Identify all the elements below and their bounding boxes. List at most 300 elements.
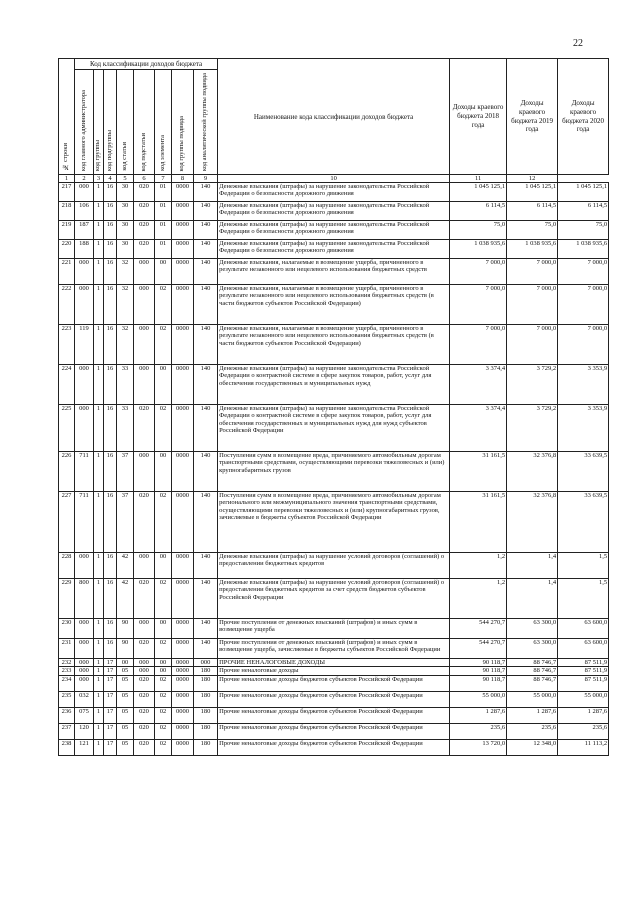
analytic-group-code: 180	[194, 667, 218, 675]
admin-code: 121	[75, 739, 94, 755]
subgroup-code: 16	[104, 183, 117, 202]
income-name: Поступления сумм в возмещение вреда, причиняемого автомобильным дорогам регионального или межмуниципального значения транспортными средствами, осуществляющими перевозки тяжеловесных и (или) крупногабаритных грузов, зачисляемые в бюджеты субъектов Российской Федерации	[218, 492, 450, 553]
income-2018: 31 161,5	[450, 452, 507, 492]
subarticle-code: 000	[134, 452, 155, 492]
subtype-group-code: 0000	[172, 707, 194, 723]
row-number: 224	[59, 365, 75, 405]
subarticle-code: 020	[134, 579, 155, 619]
group-code: 1	[94, 691, 104, 707]
admin-code: 000	[75, 675, 94, 691]
income-2020: 1,5	[558, 553, 609, 579]
income-2019: 1 045 125,1	[507, 183, 558, 202]
table-row	[59, 202, 609, 221]
element-code: 02	[155, 707, 172, 723]
income-2020: 3 353,9	[558, 365, 609, 405]
row-number: 226	[59, 452, 75, 492]
income-2018: 1 038 935,6	[450, 240, 507, 259]
row-number: 223	[59, 325, 75, 365]
income-2019: 32 376,8	[507, 492, 558, 553]
group-code: 1	[94, 579, 104, 619]
income-2019: 88 746,7	[507, 659, 558, 667]
group-code: 1	[94, 452, 104, 492]
group-code: 1	[94, 325, 104, 365]
header-row-number: № строки	[59, 59, 75, 175]
subgroup-code: 16	[104, 619, 117, 639]
analytic-group-code: 180	[194, 723, 218, 739]
admin-code: 000	[75, 639, 94, 659]
income-name: Прочие неналоговые доходы бюджетов субъектов Российской Федерации	[218, 707, 450, 723]
header-subarticle-code: код подстатьи	[134, 70, 155, 175]
table-row	[59, 240, 609, 259]
analytic-group-code: 140	[194, 259, 218, 285]
element-code: 02	[155, 579, 172, 619]
group-code: 1	[94, 553, 104, 579]
group-code: 1	[94, 259, 104, 285]
subarticle-code: 020	[134, 691, 155, 707]
subarticle-code: 000	[134, 259, 155, 285]
subtype-group-code: 0000	[172, 492, 194, 553]
table-row	[59, 639, 609, 659]
income-name: Прочие поступления от денежных взысканий (штрафов) и иных сумм в возмещение ущерба, зачисляемые в бюджеты субъектов Российской Федерации	[218, 639, 450, 659]
row-number: 231	[59, 639, 75, 659]
income-2019: 3 729,2	[507, 405, 558, 452]
income-2018: 13 720,0	[450, 739, 507, 755]
income-name: Прочие неналоговые доходы бюджетов субъектов Российской Федерации	[218, 723, 450, 739]
column-number: 8	[172, 175, 194, 183]
subtype-group-code: 0000	[172, 619, 194, 639]
element-code: 02	[155, 739, 172, 755]
subarticle-code: 000	[134, 285, 155, 325]
income-2018: 544 270,7	[450, 639, 507, 659]
income-2019: 32 376,8	[507, 452, 558, 492]
income-2019: 3 729,2	[507, 365, 558, 405]
subgroup-code: 17	[104, 667, 117, 675]
income-2019: 7 000,0	[507, 259, 558, 285]
income-2018: 1,2	[450, 579, 507, 619]
income-2018: 90 118,7	[450, 659, 507, 667]
income-2019: 88 746,7	[507, 675, 558, 691]
table-row	[59, 405, 609, 452]
income-2020: 7 000,0	[558, 325, 609, 365]
column-number: 10	[218, 175, 450, 183]
income-name: Денежные взыскания (штрафы) за нарушение законодательства Российской Федерации о безопасности дорожного движения	[218, 183, 450, 202]
article-code: 42	[117, 579, 134, 619]
column-number: 5	[117, 175, 134, 183]
row-number: 219	[59, 221, 75, 240]
admin-code: 120	[75, 723, 94, 739]
header-income-2020: Доходы краевого бюджета 2020 года	[558, 59, 609, 175]
group-code: 1	[94, 675, 104, 691]
article-code: 30	[117, 202, 134, 221]
subtype-group-code: 0000	[172, 202, 194, 221]
row-number: 217	[59, 183, 75, 202]
table-row	[59, 183, 609, 202]
admin-code: 000	[75, 659, 94, 667]
article-code: 05	[117, 675, 134, 691]
table-row	[59, 553, 609, 579]
subtype-group-code: 0000	[172, 405, 194, 452]
subarticle-code: 020	[134, 675, 155, 691]
income-name: ПРОЧИЕ НЕНАЛОГОВЫЕ ДОХОДЫ	[218, 659, 450, 667]
header-classification-code: Код классификации доходов бюджета	[75, 59, 218, 70]
header-element-code: код элемента	[155, 70, 172, 175]
table-row	[59, 723, 609, 739]
column-number: 7	[155, 175, 172, 183]
table-row	[59, 619, 609, 639]
article-code: 00	[117, 659, 134, 667]
analytic-group-code: 140	[194, 639, 218, 659]
income-name: Денежные взыскания (штрафы) за нарушение условий договоров (соглашений) о предоставлении бюджетных кредитов за счет средств бюджетов субъектов Российской Федерации	[218, 579, 450, 619]
article-code: 30	[117, 221, 134, 240]
analytic-group-code: 180	[194, 675, 218, 691]
subtype-group-code: 0000	[172, 259, 194, 285]
subgroup-code: 16	[104, 405, 117, 452]
subarticle-code: 000	[134, 553, 155, 579]
income-2020: 1 287,6	[558, 707, 609, 723]
income-2018: 6 114,5	[450, 202, 507, 221]
subgroup-code: 17	[104, 675, 117, 691]
income-2020: 3 353,9	[558, 405, 609, 452]
article-code: 05	[117, 667, 134, 675]
income-2020: 75,0	[558, 221, 609, 240]
element-code: 01	[155, 183, 172, 202]
article-code: 90	[117, 639, 134, 659]
header-subtype-group-code: код группы подвида	[172, 70, 194, 175]
subgroup-code: 16	[104, 240, 117, 259]
income-2020: 235,6	[558, 723, 609, 739]
analytic-group-code: 140	[194, 325, 218, 365]
table-row	[59, 325, 609, 365]
subarticle-code: 020	[134, 707, 155, 723]
analytic-group-code: 180	[194, 707, 218, 723]
subgroup-code: 16	[104, 492, 117, 553]
subtype-group-code: 0000	[172, 579, 194, 619]
income-2019: 12 348,0	[507, 739, 558, 755]
income-2020: 63 600,0	[558, 639, 609, 659]
analytic-group-code: 180	[194, 691, 218, 707]
income-2020: 1 045 125,1	[558, 183, 609, 202]
income-2019: 88 746,7	[507, 667, 558, 675]
subarticle-code: 020	[134, 639, 155, 659]
analytic-group-code: 140	[194, 365, 218, 405]
table-row	[59, 707, 609, 723]
group-code: 1	[94, 707, 104, 723]
element-code: 02	[155, 285, 172, 325]
income-2020: 87 511,9	[558, 659, 609, 667]
article-code: 37	[117, 492, 134, 553]
column-number: 9	[194, 175, 218, 183]
table-row	[59, 659, 609, 667]
subgroup-code: 16	[104, 285, 117, 325]
table-body	[59, 183, 609, 756]
income-name: Денежные взыскания (штрафы) за нарушение условий договоров (соглашений) о предоставлении бюджетных кредитов	[218, 553, 450, 579]
row-number: 218	[59, 202, 75, 221]
income-name: Прочие поступления от денежных взысканий (штрафов) и иных сумм в возмещение ущерба	[218, 619, 450, 639]
analytic-group-code: 140	[194, 619, 218, 639]
element-code: 02	[155, 723, 172, 739]
income-name: Прочие неналоговые доходы бюджетов субъектов Российской Федерации	[218, 691, 450, 707]
element-code: 02	[155, 639, 172, 659]
element-code: 02	[155, 405, 172, 452]
income-2019: 1,4	[507, 579, 558, 619]
income-2018: 31 161,5	[450, 492, 507, 553]
income-name: Денежные взыскания (штрафы) за нарушение законодательства Российской Федерации о контрактной системе в сфере закупок товаров, работ, услуг для обеспечения государственных и муниципальных нужд для нужд субъектов Российской Федерации	[218, 405, 450, 452]
analytic-group-code: 140	[194, 183, 218, 202]
subgroup-code: 16	[104, 639, 117, 659]
analytic-group-code: 140	[194, 579, 218, 619]
row-number: 227	[59, 492, 75, 553]
income-2018: 235,6	[450, 723, 507, 739]
income-2020: 7 000,0	[558, 259, 609, 285]
group-code: 1	[94, 667, 104, 675]
admin-code: 032	[75, 691, 94, 707]
admin-code: 000	[75, 365, 94, 405]
subtype-group-code: 0000	[172, 285, 194, 325]
admin-code: 119	[75, 325, 94, 365]
row-number: 221	[59, 259, 75, 285]
income-2020: 63 600,0	[558, 619, 609, 639]
income-2018: 1,2	[450, 553, 507, 579]
table-row	[59, 579, 609, 619]
analytic-group-code: 140	[194, 553, 218, 579]
income-2019: 1 287,6	[507, 707, 558, 723]
row-number: 232	[59, 659, 75, 667]
element-code: 00	[155, 553, 172, 579]
subgroup-code: 17	[104, 723, 117, 739]
group-code: 1	[94, 723, 104, 739]
subgroup-code: 17	[104, 659, 117, 667]
subarticle-code: 000	[134, 659, 155, 667]
subtype-group-code: 0000	[172, 365, 194, 405]
row-number: 237	[59, 723, 75, 739]
subarticle-code: 000	[134, 325, 155, 365]
income-2018: 7 000,0	[450, 285, 507, 325]
group-code: 1	[94, 659, 104, 667]
subtype-group-code: 0000	[172, 659, 194, 667]
subgroup-code: 17	[104, 739, 117, 755]
income-2020: 33 639,5	[558, 492, 609, 553]
income-2020: 7 000,0	[558, 285, 609, 325]
income-name: Прочие неналоговые доходы бюджетов субъектов Российской Федерации	[218, 675, 450, 691]
admin-code: 000	[75, 259, 94, 285]
element-code: 00	[155, 365, 172, 405]
income-name: Прочие неналоговые доходы	[218, 667, 450, 675]
budget-revenue-table	[58, 58, 609, 756]
article-code: 05	[117, 723, 134, 739]
column-number: 1	[59, 175, 75, 183]
group-code: 1	[94, 619, 104, 639]
admin-code: 800	[75, 579, 94, 619]
header-subgroup-code: код подгруппы	[104, 70, 117, 175]
analytic-group-code: 140	[194, 221, 218, 240]
article-code: 32	[117, 285, 134, 325]
income-name: Денежные взыскания (штрафы) за нарушение законодательства Российской Федерации о безопасности дорожного движения	[218, 240, 450, 259]
row-number: 238	[59, 739, 75, 755]
subgroup-code: 16	[104, 365, 117, 405]
income-2020: 1,5	[558, 579, 609, 619]
article-code: 30	[117, 240, 134, 259]
analytic-group-code: 140	[194, 405, 218, 452]
income-name: Поступления сумм в возмещение вреда, причиняемого автомобильным дорогам транспортными средствами, осуществляющими перевозки тяжеловесных и (или) крупногабаритных грузов	[218, 452, 450, 492]
income-2019: 75,0	[507, 221, 558, 240]
subarticle-code: 020	[134, 240, 155, 259]
analytic-group-code: 140	[194, 285, 218, 325]
column-number: 2	[75, 175, 94, 183]
income-name: Денежные взыскания, налагаемые в возмещение ущерба, причиненного в результате незаконного или нецелевого использования бюджетных средств	[218, 259, 450, 285]
income-2018: 3 374,4	[450, 365, 507, 405]
column-number: 6	[134, 175, 155, 183]
article-code: 37	[117, 452, 134, 492]
article-code: 42	[117, 553, 134, 579]
subarticle-code: 020	[134, 739, 155, 755]
article-code: 05	[117, 739, 134, 755]
subgroup-code: 16	[104, 202, 117, 221]
analytic-group-code: 140	[194, 452, 218, 492]
group-code: 1	[94, 405, 104, 452]
article-code: 05	[117, 707, 134, 723]
income-2019: 1 038 935,6	[507, 240, 558, 259]
element-code: 00	[155, 259, 172, 285]
subtype-group-code: 0000	[172, 325, 194, 365]
subgroup-code: 16	[104, 325, 117, 365]
row-number: 230	[59, 619, 75, 639]
header-name: Наименование кода классификации доходов бюджета	[218, 59, 450, 175]
admin-code: 000	[75, 183, 94, 202]
admin-code: 075	[75, 707, 94, 723]
income-2018: 1 045 125,1	[450, 183, 507, 202]
income-2020: 55 000,0	[558, 691, 609, 707]
admin-code: 000	[75, 405, 94, 452]
article-code: 33	[117, 365, 134, 405]
subgroup-code: 17	[104, 691, 117, 707]
analytic-group-code: 000	[194, 659, 218, 667]
analytic-group-code: 180	[194, 739, 218, 755]
element-code: 02	[155, 691, 172, 707]
income-2020: 6 114,5	[558, 202, 609, 221]
element-code: 00	[155, 452, 172, 492]
income-2019: 63 300,0	[507, 639, 558, 659]
element-code: 00	[155, 667, 172, 675]
table-row	[59, 452, 609, 492]
column-number: 11	[450, 175, 507, 183]
subarticle-code: 020	[134, 492, 155, 553]
element-code: 02	[155, 675, 172, 691]
column-number: 4	[104, 175, 117, 183]
group-code: 1	[94, 639, 104, 659]
subtype-group-code: 0000	[172, 667, 194, 675]
income-2020: 87 511,9	[558, 675, 609, 691]
table-row	[59, 365, 609, 405]
header-article-code: код статьи	[117, 70, 134, 175]
subtype-group-code: 0000	[172, 221, 194, 240]
element-code: 00	[155, 659, 172, 667]
group-code: 1	[94, 202, 104, 221]
table-row	[59, 492, 609, 553]
subtype-group-code: 0000	[172, 553, 194, 579]
income-2020: 11 113,2	[558, 739, 609, 755]
group-code: 1	[94, 183, 104, 202]
admin-code: 106	[75, 202, 94, 221]
table-row	[59, 675, 609, 691]
article-code: 05	[117, 691, 134, 707]
row-number: 236	[59, 707, 75, 723]
subarticle-code: 020	[134, 405, 155, 452]
income-2020: 33 639,5	[558, 452, 609, 492]
header-income-2018: Доходы краевого бюджета 2018 года	[450, 59, 507, 175]
element-code: 00	[155, 619, 172, 639]
admin-code: 711	[75, 492, 94, 553]
subtype-group-code: 0000	[172, 240, 194, 259]
subarticle-code: 020	[134, 202, 155, 221]
row-number: 228	[59, 553, 75, 579]
table-row	[59, 285, 609, 325]
income-name: Денежные взыскания, налагаемые в возмещение ущерба, причиненного в результате незаконного или нецелевого использования бюджетных средств (в части бюджетов субъектов Российской Федерации)	[218, 325, 450, 365]
article-code: 33	[117, 405, 134, 452]
subgroup-code: 16	[104, 259, 117, 285]
income-2019: 55 000,0	[507, 691, 558, 707]
row-number: 234	[59, 675, 75, 691]
income-2018: 3 374,4	[450, 405, 507, 452]
header-admin-code: код главного администратора	[75, 70, 94, 175]
page-number: 22	[573, 38, 583, 49]
income-2018: 1 287,6	[450, 707, 507, 723]
element-code: 02	[155, 492, 172, 553]
table-row	[59, 739, 609, 755]
subtype-group-code: 0000	[172, 739, 194, 755]
group-code: 1	[94, 240, 104, 259]
subtype-group-code: 0000	[172, 452, 194, 492]
income-name: Денежные взыскания (штрафы) за нарушение законодательства Российской Федерации о безопасности дорожного движения	[218, 202, 450, 221]
income-2019: 1,4	[507, 553, 558, 579]
income-2018: 7 000,0	[450, 259, 507, 285]
subtype-group-code: 0000	[172, 183, 194, 202]
income-2018: 55 000,0	[450, 691, 507, 707]
subtype-group-code: 0000	[172, 639, 194, 659]
table-row	[59, 667, 609, 675]
analytic-group-code: 140	[194, 202, 218, 221]
subarticle-code: 000	[134, 365, 155, 405]
admin-code: 711	[75, 452, 94, 492]
analytic-group-code: 140	[194, 492, 218, 553]
subarticle-code: 020	[134, 221, 155, 240]
group-code: 1	[94, 285, 104, 325]
income-2019: 6 114,5	[507, 202, 558, 221]
article-code: 30	[117, 183, 134, 202]
subtype-group-code: 0000	[172, 723, 194, 739]
group-code: 1	[94, 492, 104, 553]
column-number: 12	[507, 175, 558, 183]
row-number: 220	[59, 240, 75, 259]
subgroup-code: 16	[104, 579, 117, 619]
group-code: 1	[94, 221, 104, 240]
header-analytic-group-code: код аналитической группы подвида	[194, 70, 218, 175]
subarticle-code: 020	[134, 183, 155, 202]
subgroup-code: 17	[104, 707, 117, 723]
subtype-group-code: 0000	[172, 675, 194, 691]
row-number: 233	[59, 667, 75, 675]
analytic-group-code: 140	[194, 240, 218, 259]
header-group-code: код группы	[94, 70, 104, 175]
element-code: 01	[155, 202, 172, 221]
article-code: 32	[117, 325, 134, 365]
income-name: Денежные взыскания, налагаемые в возмещение ущерба, причиненного в результате незаконного или нецелевого использования бюджетных средств (в части бюджетов субъектов Российской Федерации)	[218, 285, 450, 325]
admin-code: 000	[75, 667, 94, 675]
income-2020: 1 038 935,6	[558, 240, 609, 259]
row-number: 222	[59, 285, 75, 325]
table-row	[59, 259, 609, 285]
income-2019: 7 000,0	[507, 325, 558, 365]
income-2018: 544 270,7	[450, 619, 507, 639]
